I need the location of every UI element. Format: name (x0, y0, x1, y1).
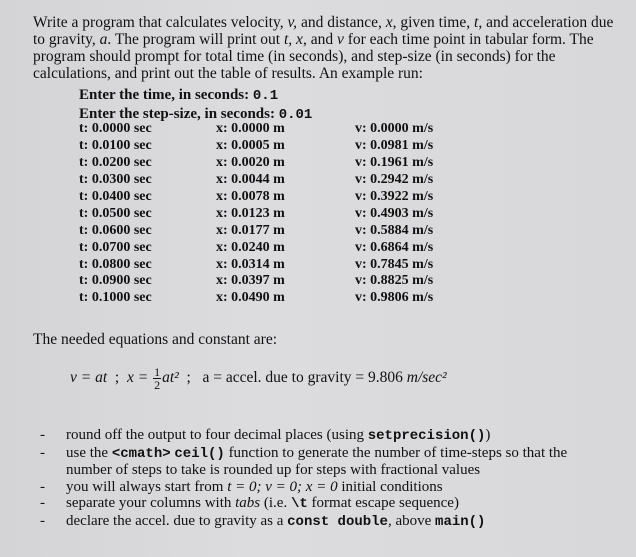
eq-distance: x = (126, 369, 149, 387)
time-cell: t: 0.0700 sec (79, 239, 152, 255)
eq-velocity: v = at (70, 369, 108, 387)
list-item: - separate your columns with tabs (i.e. \t format escape sequence) (40, 495, 610, 513)
distance-cell: x: 0.0177 m (216, 222, 285, 238)
input-time: 0.1 (252, 88, 279, 104)
problem-statement: Write a program that calculates velocity, v, and distance, x, given time, t, and acceleration due to gravity, a. The program will print out t, x, and v for each time point in tabular form. The program should prompt for total time (in seconds), and step-size (in seconds) for the calculations, and print out the table of results. An example run: (33, 14, 614, 82)
list-item: - you will always start from t = 0; v = 0; x = 0 initial conditions (40, 479, 610, 496)
var-x: x (385, 14, 393, 31)
velocity-cell: v: 0.7845 m/s (355, 256, 434, 272)
distance-cell: x: 0.0020 m (216, 154, 285, 170)
list-item: - round off the output to four decimal places (using setprecision()) (40, 427, 610, 445)
velocity-cell: v: 0.0981 m/s (355, 137, 434, 153)
distance-cell: x: 0.0314 m (216, 256, 285, 272)
intro-text: given time, (400, 14, 471, 31)
time-cell: t: 0.0300 sec (79, 171, 152, 187)
intro-text: Write a program that calculates velocity, (33, 14, 284, 31)
var-t: t (474, 14, 479, 31)
intro-text: and acceleration due to gravity, (33, 14, 614, 48)
var-v2: v (336, 31, 344, 48)
velocity-cell: v: 0.5884 m/s (355, 222, 434, 238)
time-cell: t: 0.0500 sec (79, 205, 152, 221)
distance-cell: x: 0.0240 m (216, 239, 285, 255)
intro-text: for each time point in tabular form. The program should prompt for total time (in seconds), and step-size (in seconds) for the calculations, and print out the table of results. An example run: (33, 31, 594, 82)
distance-cell: x: 0.0000 m (216, 121, 285, 136)
var-a: a (99, 31, 108, 48)
gravity-unit: m/sec² (406, 369, 447, 387)
list-item: - declare the accel. due to gravity as a const double, above main() (40, 513, 610, 531)
var-tx: t, x (284, 31, 303, 48)
prompt-time: Enter the time, in seconds: 0.1 (79, 87, 279, 104)
intro-text: and distance, (300, 14, 382, 31)
distance-cell: x: 0.0123 m (216, 205, 285, 221)
time-cell: t: 0.1000 sec (79, 290, 152, 306)
time-cell: t: 0.0100 sec (79, 137, 152, 153)
example-run (79, 86, 312, 124)
eq-gravity: a = accel. due to gravity = 9.806 (202, 369, 403, 387)
velocity-cell: v: 0.9806 m/s (355, 290, 434, 306)
distance-cell: x: 0.0044 m (216, 171, 285, 187)
distance-cell: x: 0.0490 m (216, 290, 285, 306)
var-v: v, (287, 14, 298, 31)
distance-cell: x: 0.0078 m (216, 188, 285, 204)
equations: v = at ; x = $\frac{1}{2}$ at² ; a = accel. due to gravity = 9.806 m/sec² (70, 365, 447, 392)
prompt-step: Enter the step-size, in seconds: 0.01 (79, 106, 313, 123)
distance-cell: x: 0.0005 m (216, 137, 285, 153)
time-cell: t: 0.0900 sec (79, 273, 152, 289)
distance-cell: x: 0.0397 m (216, 273, 285, 289)
velocity-cell: v: 0.2942 m/s (355, 171, 434, 187)
time-cell: t: 0.0400 sec (79, 188, 152, 204)
requirements-list (40, 427, 610, 530)
fraction-half: $\frac{1}{2}$ (154, 365, 161, 392)
intro-text: and (310, 31, 334, 48)
time-cell: t: 0.0800 sec (79, 256, 152, 272)
equations-heading: The needed equations and constant are: (33, 331, 278, 348)
velocity-cell: v: 0.6864 m/s (355, 239, 434, 255)
intro-text: . The program will print out (107, 31, 281, 48)
velocity-cell: v: 0.4903 m/s (355, 205, 434, 221)
list-item: - use the <cmath> ceil() function to generate the number of time-steps so that the number of steps to take is rounded up for steps with fractional values (40, 445, 610, 479)
velocity-cell: v: 0.3922 m/s (355, 188, 434, 204)
velocity-cell: v: 0.1961 m/s (355, 154, 434, 170)
velocity-cell: v: 0.0000 m/s (355, 121, 434, 136)
input-step: 0.01 (278, 107, 313, 123)
time-cell: t: 0.0600 sec (79, 222, 152, 238)
time-cell: t: 0.0000 sec (79, 121, 152, 136)
time-cell: t: 0.0200 sec (79, 154, 152, 170)
velocity-cell: v: 0.8825 m/s (355, 273, 434, 289)
